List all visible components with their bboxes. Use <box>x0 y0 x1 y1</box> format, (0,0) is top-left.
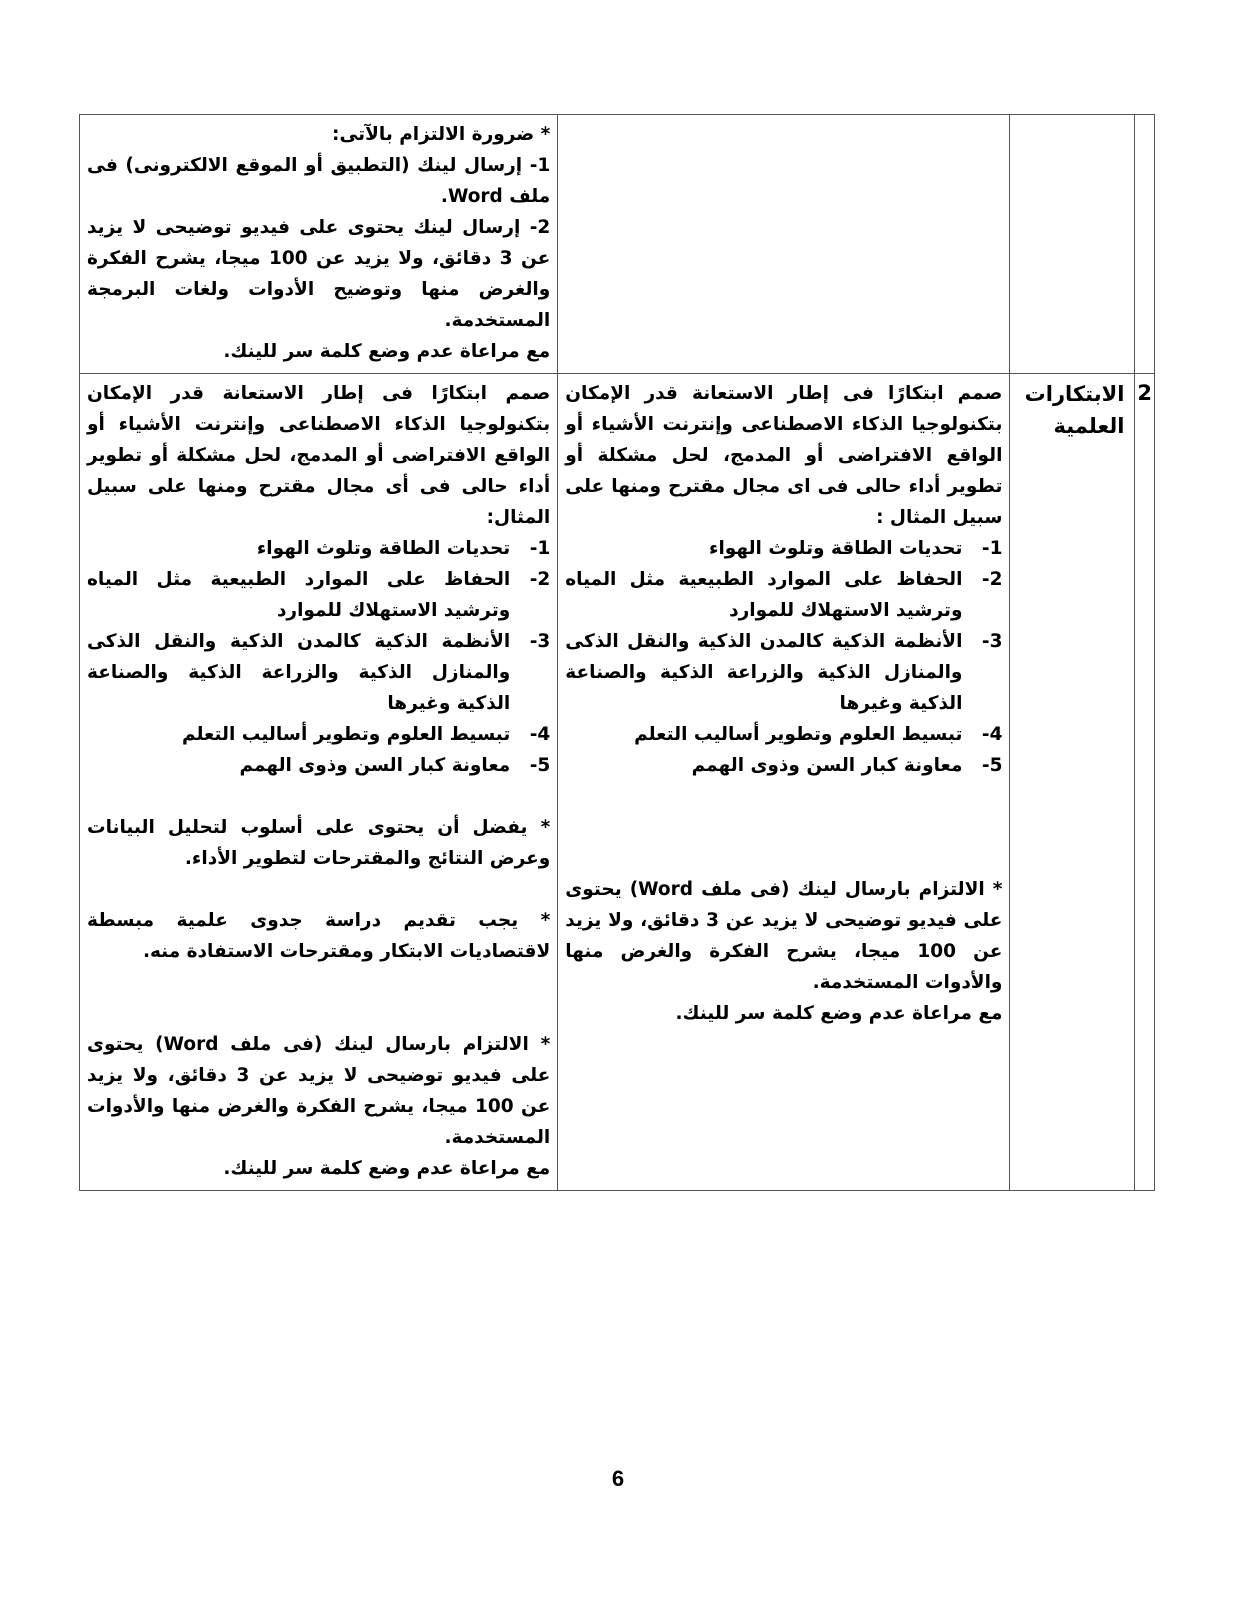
middle-examples-list <box>565 533 1002 781</box>
table-row <box>80 115 1155 374</box>
page-number: 6 <box>611 1466 625 1491</box>
left-examples-list <box>87 533 550 781</box>
row-number: 2 <box>1135 374 1155 1191</box>
list-item: 4- تبسيط العلوم وتطوير أساليب التعلم <box>634 724 1003 745</box>
list-item: 1- تحديات الطاقة وتلوث الهواء <box>708 538 1003 559</box>
feasibility-note: * يجب تقديم دراسة جدوى علمية مبسطة لاقتصاديات الابتكار ومقترحات الاستفادة منه. <box>87 910 551 962</box>
left-link-note: * الالتزام بارسال لينك (فى ملف Word) يحتوى على فيديو توضيحى لا يزيد عن 3 دقائق، ولا يزيد عن 100 ميجا، يشرح الفكرة والغرض منها والأدوات المستخدمة. <box>87 1034 551 1148</box>
list-item: 4- تبسيط العلوم وتطوير أساليب التعلم <box>181 724 551 745</box>
list-item: 1- تحديات الطاقة وتلوث الهواء <box>256 538 551 559</box>
competition-table <box>79 114 1155 1191</box>
field-name: الابتكارات العلمية <box>1010 374 1135 1191</box>
row2-middle-cell <box>558 374 1010 1191</box>
list-item: 3- الأنظمة الذكية كالمدن الذكية والنقل الذكى والمنازل الذكية والزراعة الذكية والصناعة الذكية وغيرها <box>87 631 551 714</box>
row1-middle-cell <box>558 115 1010 374</box>
data-analysis-note: * يفضل أن يحتوى على أسلوب لتحليل البيانات وعرض النتائج والمقترحات لتطوير الأداء. <box>87 817 551 869</box>
list-item: 3- الأنظمة الذكية كالمدن الذكية والنقل الذكى والمنازل الذكية والزراعة الذكية والصناعة الذكية وغيرها <box>565 631 1003 714</box>
password-note: مع مراعاة عدم وضع كلمة سر للينك. <box>223 341 551 362</box>
requirements-heading: * ضرورة الالتزام بالآتى: <box>332 124 551 145</box>
requirement-1: 1- إرسال لينك (التطبيق أو الموقع الالكترونى) فى ملف Word. <box>87 155 551 207</box>
left-password-note: مع مراعاة عدم وضع كلمة سر للينك. <box>223 1158 551 1179</box>
row2-left-cell <box>80 374 558 1191</box>
row1-left-cell <box>80 115 558 374</box>
list-item: 2- الحفاظ على الموارد الطبيعية مثل المياه وترشيد الاستهلاك للموارد <box>565 569 1003 621</box>
list-item: 5- معاونة كبار السن وذوى الهمم <box>691 755 1003 776</box>
middle-intro: صمم ابتكارًا فى إطار الاستعانة قدر الإمكان بتكنولوجيا الذكاء الاصطناعى وإنترنت الأشياء أو الواقع الافتراضى أو المدمج، لحل مشكلة أو تطوير أداء حالى فى اى مجال مقترح ومنها على سبيل المثال : <box>565 383 1003 528</box>
row1-number-cell <box>1135 115 1155 374</box>
left-intro: صمم ابتكارًا فى إطار الاستعانة قدر الإمكان بتكنولوجيا الذكاء الاصطناعى وإنترنت الأشياء أو الواقع الافتراضى أو المدمج، لحل مشكلة أو تطوير أداء حالى فى أى مجال مقترح ومنها على سبيل المثال: <box>87 383 551 528</box>
list-item: 5- معاونة كبار السن وذوى الهمم <box>239 755 551 776</box>
requirement-2: 2- إرسال لينك يحتوى على فيديو توضيحى لا يزيد عن 3 دقائق، ولا يزيد عن 100 ميجا، يشرح الفكرة والغرض منها وتوضيح الأدوات ولغات البرمجة المستخدمة. <box>87 217 551 331</box>
list-item: 2- الحفاظ على الموارد الطبيعية مثل المياه وترشيد الاستهلاك للموارد <box>87 569 551 621</box>
middle-password-note: مع مراعاة عدم وضع كلمة سر للينك. <box>675 1003 1003 1024</box>
middle-link-note: * الالتزام بارسال لينك (فى ملف Word) يحتوى على فيديو توضيحى لا يزيد عن 3 دقائق، ولا يزيد عن 100 ميجا، يشرح الفكرة والغرض منها والأدوات المستخدمة. <box>565 879 1003 993</box>
table-row <box>80 374 1155 1191</box>
row1-field-cell <box>1010 115 1135 374</box>
